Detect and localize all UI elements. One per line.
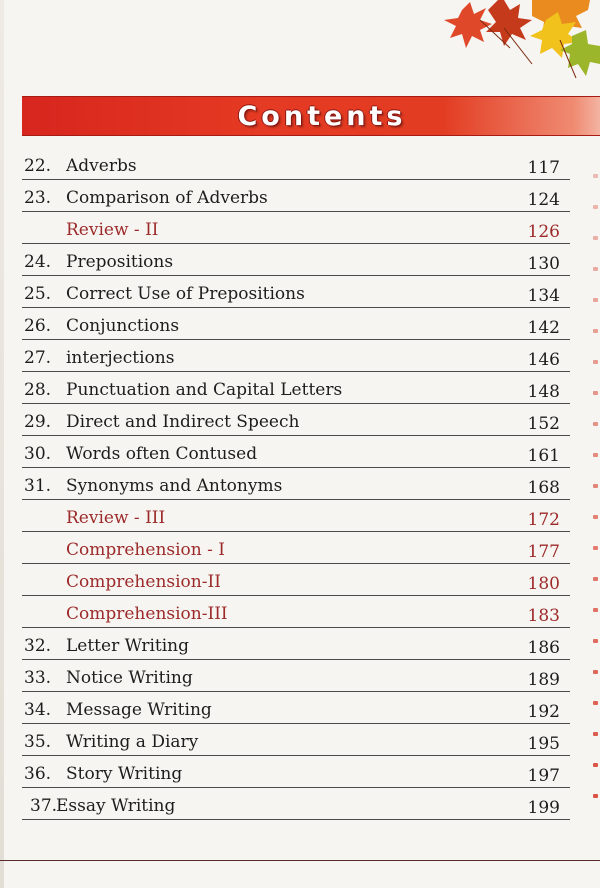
edge-mark: [593, 763, 598, 767]
toc-item: [22, 372, 570, 404]
toc-item: [22, 692, 570, 724]
toc-item: [22, 436, 570, 468]
page-number: 130: [527, 254, 560, 274]
chapter-title: Writing a Diary: [66, 732, 199, 752]
toc-review-item: [22, 532, 570, 564]
page-edge-marks: [592, 150, 598, 810]
edge-mark: [593, 577, 598, 581]
page-number: 189: [527, 670, 560, 690]
page-number: 168: [527, 478, 560, 498]
edge-mark: [593, 298, 598, 302]
bottom-rule: [0, 860, 600, 861]
chapter-title: Notice Writing: [66, 668, 193, 688]
toc-item: [22, 276, 570, 308]
toc-review-item: [22, 212, 570, 244]
page-number: 124: [527, 190, 560, 210]
chapter-number: 22.: [24, 156, 52, 176]
autumn-leaves-icon: [440, 0, 600, 80]
edge-mark: [593, 267, 598, 271]
edge-mark: [593, 174, 598, 178]
chapter-title: Synonyms and Antonyms: [66, 476, 283, 496]
page-number: 183: [527, 606, 560, 626]
page-number: 126: [527, 222, 560, 242]
chapter-number: 34.: [24, 700, 52, 720]
edge-mark: [593, 422, 598, 426]
edge-mark: [593, 391, 598, 395]
page-number: 199: [527, 798, 560, 818]
chapter-title: Comprehension - I: [66, 540, 226, 560]
edge-mark: [593, 732, 598, 736]
edge-mark: [593, 329, 598, 333]
chapter-number: 26.: [24, 316, 52, 336]
chapter-title: Comprehension-III: [66, 604, 228, 624]
page-title: Contents: [237, 101, 407, 132]
chapter-number: 27.: [24, 348, 52, 368]
edge-mark: [593, 639, 598, 643]
page-number: 161: [527, 446, 560, 466]
toc-item: [22, 724, 570, 756]
edge-mark: [593, 670, 598, 674]
chapter-number: 29.: [24, 412, 52, 432]
edge-mark: [593, 205, 598, 209]
chapter-title: Prepositions: [66, 252, 174, 272]
chapter-number: 25.: [24, 284, 52, 304]
chapter-title: Comparison of Adverbs: [66, 188, 268, 208]
chapter-title: Review - III: [66, 508, 166, 528]
page-number: 186: [527, 638, 560, 658]
contents-banner: [22, 96, 600, 136]
chapter-title: Message Writing: [66, 700, 212, 720]
toc-item: [22, 340, 570, 372]
toc-review-item: [22, 500, 570, 532]
edge-mark: [593, 794, 598, 798]
chapter-title: Letter Writing: [66, 636, 189, 656]
chapter-number: 31.: [24, 476, 52, 496]
chapter-number: 32.: [24, 636, 52, 656]
toc-item: [22, 404, 570, 436]
chapter-title: Story Writing: [66, 764, 183, 784]
page-number: 192: [527, 702, 560, 722]
page-number: 117: [527, 158, 560, 178]
toc-review-item: [22, 564, 570, 596]
page-number: 180: [527, 574, 560, 594]
page-number: 142: [527, 318, 560, 338]
page-number: 134: [527, 286, 560, 306]
chapter-title: interjections: [66, 348, 175, 368]
chapter-title: Review - II: [66, 220, 159, 240]
chapter-title: Direct and Indirect Speech: [66, 412, 300, 432]
toc-item: [22, 308, 570, 340]
chapter-number: 36.: [24, 764, 52, 784]
toc-item: [22, 756, 570, 788]
toc-item: [22, 788, 570, 820]
page-number: 195: [527, 734, 560, 754]
page-edge-shadow: [0, 0, 4, 888]
toc-item: [22, 628, 570, 660]
chapter-title: Correct Use of Prepositions: [66, 284, 305, 304]
table-of-contents: [22, 148, 570, 820]
edge-mark: [593, 701, 598, 705]
chapter-title: Conjunctions: [66, 316, 180, 336]
toc-item: [22, 148, 570, 180]
chapter-number: 23.: [24, 188, 52, 208]
page-number: 152: [527, 414, 560, 434]
chapter-title: Punctuation and Capital Letters: [66, 380, 343, 400]
edge-mark: [593, 236, 598, 240]
chapter-title: Comprehension-II: [66, 572, 221, 592]
edge-mark: [593, 484, 598, 488]
page-number: 197: [527, 766, 560, 786]
chapter-number: 28.: [24, 380, 52, 400]
chapter-title: Essay Writing: [56, 796, 176, 816]
chapter-title: Words often Contused: [66, 444, 258, 464]
page-number: 172: [527, 510, 560, 530]
edge-mark: [593, 608, 598, 612]
chapter-title: Adverbs: [66, 156, 137, 176]
toc-item: [22, 660, 570, 692]
edge-mark: [593, 515, 598, 519]
chapter-number: 35.: [24, 732, 52, 752]
toc-review-item: [22, 596, 570, 628]
page-number: 146: [527, 350, 560, 370]
toc-item: [22, 244, 570, 276]
toc-item: [22, 468, 570, 500]
chapter-number: 24.: [24, 252, 52, 272]
page-number: 148: [527, 382, 560, 402]
toc-item: [22, 180, 570, 212]
chapter-number: 37.: [30, 796, 58, 816]
chapter-number: 33.: [24, 668, 52, 688]
chapter-number: 30.: [24, 444, 52, 464]
page-number: 177: [527, 542, 560, 562]
edge-mark: [593, 453, 598, 457]
edge-mark: [593, 360, 598, 364]
edge-mark: [593, 546, 598, 550]
